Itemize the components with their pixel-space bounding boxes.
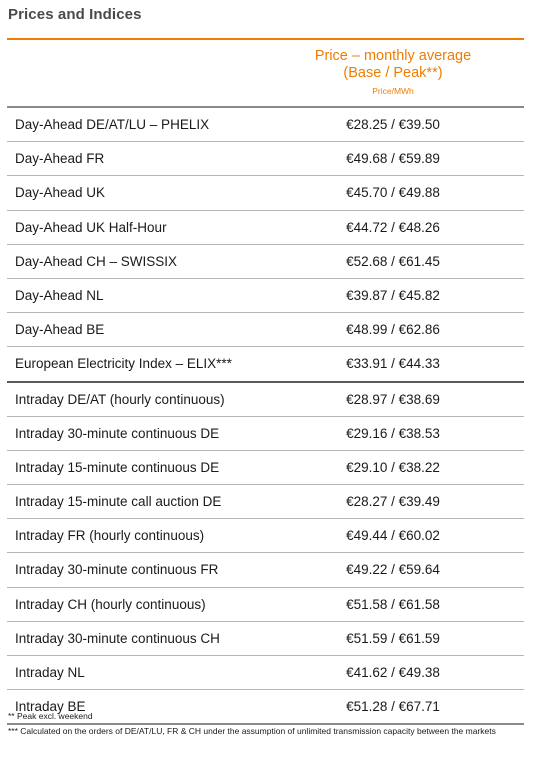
- price-value: €45.70 / €49.88: [346, 185, 440, 201]
- price-value: €52.68 / €61.45: [346, 253, 440, 269]
- table-row: [7, 175, 524, 209]
- market-label: European Electricity Index – ELIX***: [15, 356, 232, 372]
- price-unit: Price/MWh: [372, 86, 414, 96]
- market-label: Day-Ahead FR: [15, 151, 105, 167]
- price-value: €51.59 / €61.59: [346, 630, 440, 646]
- price-value: €49.22 / €59.64: [346, 562, 440, 578]
- page-title: Prices and Indices: [8, 6, 142, 23]
- table-row: [7, 450, 524, 484]
- table-row: [7, 106, 524, 141]
- market-label: Intraday CH (hourly continuous): [15, 596, 206, 612]
- price-value: €29.16 / €38.53: [346, 425, 440, 441]
- market-label: Intraday 30-minute continuous DE: [15, 425, 220, 441]
- footnote-elix: *** Calculated on the orders of DE/AT/LU, FR & CH under the assumption of unlimited transmission capacity between the markets: [8, 726, 496, 736]
- market-label: Intraday FR (hourly continuous): [15, 528, 205, 544]
- price-value: €51.58 / €61.58: [346, 596, 440, 612]
- price-table: [7, 106, 524, 725]
- market-label: Intraday 30-minute continuous CH: [15, 630, 220, 646]
- table-row: [7, 416, 524, 450]
- table-row: [7, 210, 524, 244]
- market-label: Day-Ahead UK Half-Hour: [15, 219, 167, 235]
- table-row: [7, 587, 524, 621]
- price-value: €33.91 / €44.33: [346, 356, 440, 372]
- table-row: [7, 655, 524, 689]
- footnotes: [8, 709, 518, 739]
- table-row: [7, 381, 524, 416]
- market-label: Day-Ahead BE: [15, 322, 105, 338]
- market-label: Intraday BE: [15, 699, 86, 715]
- price-value: €49.68 / €59.89: [346, 151, 440, 167]
- price-value: €28.25 / €39.50: [346, 117, 440, 132]
- table-row: [7, 621, 524, 655]
- price-value: €29.10 / €38.22: [346, 459, 440, 475]
- table-row: [7, 518, 524, 552]
- table-header: [7, 40, 524, 106]
- price-value: €44.72 / €48.26: [346, 219, 440, 235]
- price-value: €28.97 / €38.69: [346, 391, 440, 407]
- table-row: [7, 244, 524, 278]
- market-label: Intraday NL: [15, 665, 85, 680]
- price-value: €51.28 / €67.71: [346, 699, 440, 715]
- price-value: €48.99 / €62.86: [346, 322, 440, 338]
- price-value: €28.27 / €39.49: [346, 494, 440, 510]
- price-column-header: [262, 48, 524, 98]
- price-header-line1: Price – monthly average: [314, 48, 472, 64]
- market-label: Day-Ahead UK: [15, 185, 106, 201]
- table-row: [7, 552, 524, 586]
- market-label: Intraday DE/AT (hourly continuous): [15, 391, 225, 407]
- table-row: [7, 484, 524, 518]
- table-row: [7, 278, 524, 312]
- price-value: €49.44 / €60.02: [346, 528, 440, 544]
- market-label: Intraday 15-minute continuous DE: [15, 459, 220, 475]
- market-label: Day-Ahead DE/AT/LU – PHELIX: [15, 117, 210, 132]
- price-header-line2: (Base / Peak**): [343, 65, 443, 81]
- table-row: [7, 346, 524, 380]
- table-row: [7, 312, 524, 346]
- table-row: [7, 141, 524, 175]
- market-label: Intraday 30-minute continuous FR: [15, 562, 219, 578]
- footnote-peak: ** Peak excl. weekend: [8, 711, 93, 721]
- market-label: Intraday 15-minute call auction DE: [15, 494, 222, 510]
- price-value: €39.87 / €45.82: [346, 287, 440, 303]
- market-label: Day-Ahead CH – SWISSIX: [15, 253, 178, 269]
- price-value: €41.62 / €49.38: [346, 665, 440, 680]
- market-label: Day-Ahead NL: [15, 287, 104, 303]
